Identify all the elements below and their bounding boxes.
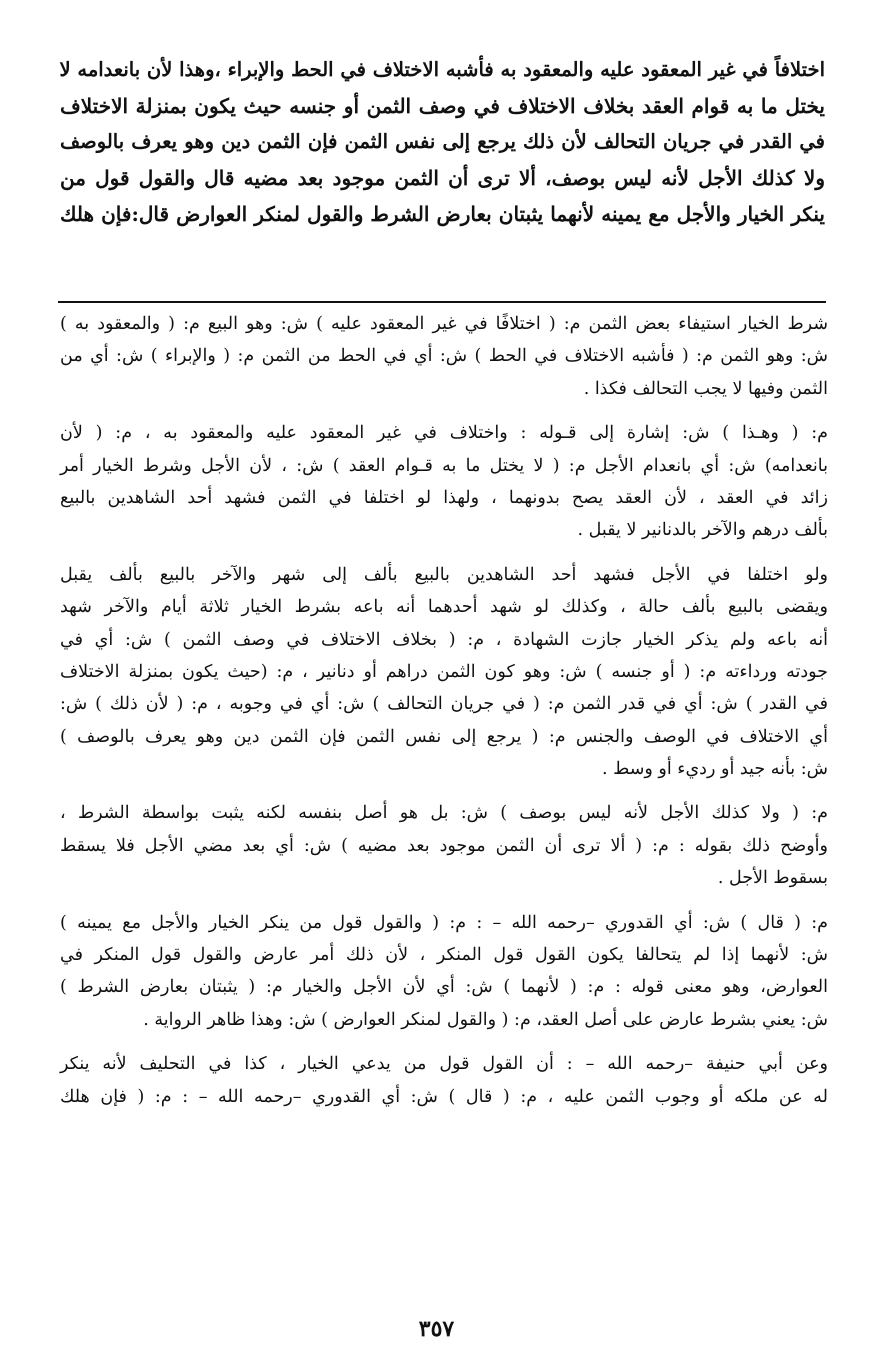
main-text-line: ولا كذلك الأجل لأنه ليس بوصف، ألا ترى أن الثمن موجود بعد مضيه قال والقول قول من (60, 166, 825, 190)
commentary-line: شرط الخيار استيفاء بعض الثمن م: ( اختلافًا في غير المعقود عليه ) ش: وهو البيع م: ( والمعقود به ) (60, 314, 828, 334)
main-text-block (60, 52, 825, 232)
commentary-paragraph (60, 907, 828, 1037)
main-text-line: في القدر في جريان التحالف لأن ذلك يرجع إلى نفس الثمن فإن الثمن دين وهو يعرف بالوصف (60, 130, 825, 153)
commentary-line: له عن ملكه أو وجوب الثمن عليه ، م: ( قال ) ش: أي القدوري –رحمه الله – : م: ( فإن هلك (60, 1086, 828, 1107)
commentary-line: في القدر ) ش: أي في قدر الثمن م: ( في جريان التحالف ) ش: أي في وجوبه ، م: ( لأن ذلك ) ش: (60, 694, 828, 715)
commentary-line: وأوضح ذلك بقوله : م: ( ألا ترى أن الثمن موجود بعد مضيه ) ش: أي بعد مضي الأجل فلا يسقط (60, 835, 828, 856)
commentary-line: جودته ورداءته م: ( أو جنسه ) ش: وهو كون الثمن دراهم أو دنانير ، م: (حيث يكون بمنزلة الاختلاف (60, 661, 828, 682)
commentary-line: أنه باعه ولم يذكر الخيار جازت الشهادة ، م: ( بخلاف الاختلاف في وصف الثمن ) ش: أي في (60, 629, 828, 650)
commentary-line: ش: يعني بشرط عارض على أصل العقد، م: ( والقول لمنكر العوارض ) ش: وهذا ظاهر الرواية . (143, 1009, 828, 1030)
commentary-line: ش: بأنه جيد أو رديء أو وسط . (601, 759, 828, 780)
separator-rule (58, 301, 826, 303)
commentary-line: بألف درهم والآخر بالدنانير لا يقبل . (577, 520, 828, 541)
main-text-line: يختل ما به قوام العقد بخلاف الاختلاف في وصف الثمن أو جنسه حيث يكون بمنزلة الاختلاف (60, 94, 825, 118)
main-text-line: اختلافاً في غير المعقود عليه والمعقود به فأشبه الاختلاف في الحط والإبراء ،وهذا لأن بانعدامه لا (59, 58, 825, 81)
commentary-line: م: ( قال ) ش: أي القدوري –رحمه الله – : م: ( والقول قول من ينكر الخيار والأجل مع يمينه ) (60, 912, 828, 933)
commentary-line: الثمن وفيها لا يجب التحالف فكذا . (583, 378, 828, 399)
commentary-block (60, 308, 828, 1125)
commentary-line: ويقضى بالبيع بألف حالة ، وكذلك لو شهد أحدهما أنه باعه بشرط الخيار ثلاثة أيام والآخر شهد (60, 597, 828, 618)
commentary-paragraph (60, 417, 828, 547)
commentary-line: وعن أبي حنيفة –رحمه الله – : أن القول قول من يدعي الخيار ، كذا في التحليف لأنه ينكر (60, 1054, 828, 1075)
commentary-line: العوارض، وهو معنى قوله : م: ( لأنهما ) ش: أي لأن الأجل والخيار م: ( يثبتان بعارض الشرط ) (60, 977, 828, 998)
commentary-line: أي الاختلاف في الوصف والجنس م: ( يرجع إلى نفس الثمن فإن الثمن دين وهو يعرف بالوصف ) (60, 726, 828, 747)
commentary-line: م: ( ولا كذلك الأجل لأنه ليس بوصف ) ش: بل هو أصل بنفسه لكنه يثبت بواسطة الشرط ، (60, 803, 828, 824)
commentary-paragraph (60, 559, 828, 786)
commentary-line: بسقوط الأجل . (717, 868, 828, 889)
commentary-line: ولو اختلفا في الأجل فشهد أحد الشاهدين بالبيع بألف إلى شهر والآخر بالبيع بألف يقبل (60, 564, 828, 585)
commentary-paragraph (60, 308, 828, 405)
commentary-line: م: ( وهـذا ) ش: إشارة إلى قـوله : واختلاف في غير المعقود عليه والمعقود به ، م: ( لأن (60, 423, 828, 444)
commentary-line: ش: لأنهما إذا لم يتحالفا يكون القول قول المنكر ، لأن ذلك أمر عارض والقول قول المنكر في (60, 945, 828, 966)
commentary-line: زائد في العقد ، لأن العقد يصح بدونهما ، ولهذا لو اختلفا في الثمن فشهد أحد الشاهدين بالبيع (60, 487, 828, 508)
main-text-line: ينكر الخيار والأجل مع يمينه لأنهما يثبتان بعارض الشرط والقول لمنكر العوارض قال:فإن هلك (60, 202, 825, 226)
page-number: ٣٥٧ (418, 1316, 455, 1342)
commentary-paragraph (60, 1048, 828, 1113)
commentary-line: بانعدامه) ش: أي بانعدام الأجل م: ( لا يختل ما به قـوام العقد ) ش: ، لأن الأجل وشرط الخيار أمر (60, 455, 828, 476)
commentary-paragraph (60, 797, 828, 894)
commentary-line: ش: وهو الثمن م: ( فأشبه الاختلاف في الحط ) ش: أي في الحط من الثمن م: ( والإبراء ) ش: أي من (60, 346, 828, 367)
